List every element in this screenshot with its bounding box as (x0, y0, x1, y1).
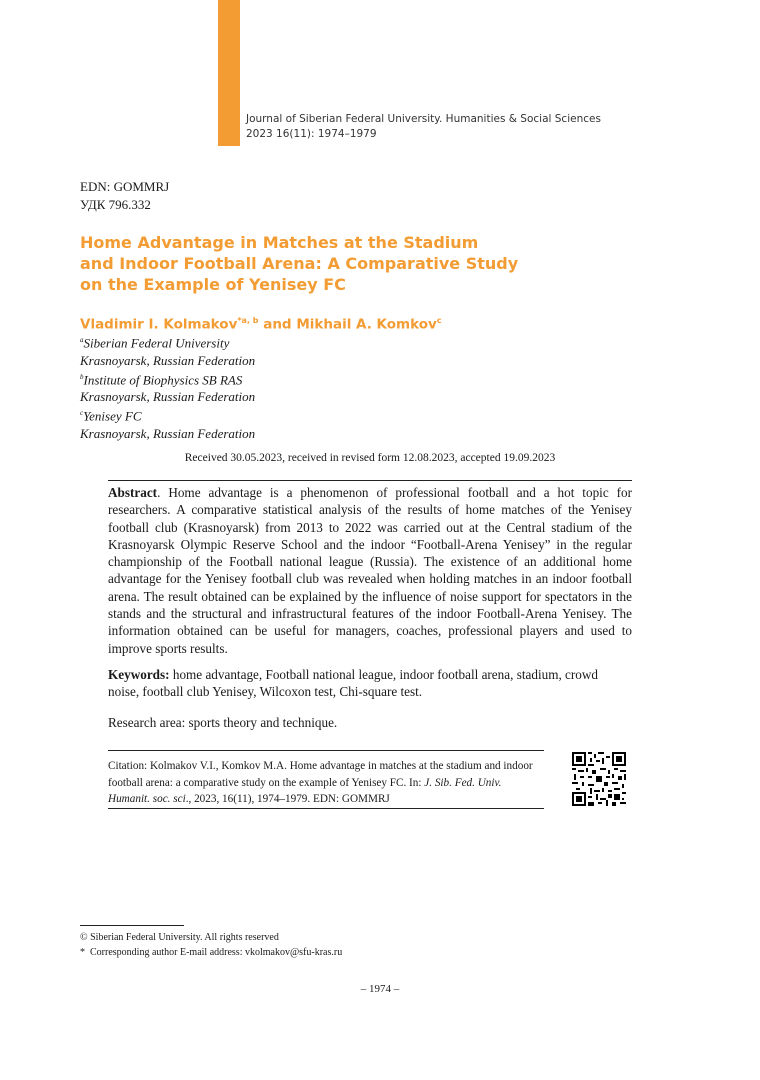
title-line: Home Advantage in Matches at the Stadium (80, 233, 479, 252)
udk-code: УДК 796.332 (80, 197, 151, 212)
divider (108, 750, 544, 751)
affiliation-name: $^b$Institute of Biophysics SB RAS (80, 372, 243, 388)
article-title (80, 232, 600, 295)
affiliation-name: $^a$Siberian Federal University (80, 335, 230, 351)
journal-name: Journal of Siberian Federal University. Humanities & Social Sciences (246, 113, 601, 125)
abstract (108, 484, 632, 657)
affiliations (80, 332, 255, 442)
page-number: – 1974 – (360, 983, 400, 995)
author-list (80, 316, 442, 333)
affiliation-name: $^c$Yenisey FC (80, 408, 142, 424)
author-affiliation-marker: c (436, 316, 442, 325)
copyright-note: © Siberian Federal University. All rights reserved (80, 932, 279, 943)
title-line: on the Example of Yenisey FC (80, 275, 346, 294)
divider (108, 808, 544, 809)
citation-journal: J. Sib. Fed. Univ. Humanit. soc. sci (108, 776, 502, 805)
abstract-label: Abstract (108, 485, 158, 500)
affiliation-city: Krasnoyarsk, Russian Federation (80, 352, 256, 368)
author-joiner: and (258, 316, 297, 333)
keywords-text: home advantage, Football national league, indoor football arena, stadium, crowd noise, football club Yenisey, Wilcoxon test, Chi-square test. (108, 667, 599, 700)
journal-header (246, 112, 601, 142)
qr-code-icon[interactable] (572, 752, 626, 806)
journal-accent-bar (218, 0, 240, 146)
affiliation-city: Krasnoyarsk, Russian Federation (80, 389, 256, 405)
divider (108, 480, 632, 481)
affiliation-marker: b (80, 372, 84, 381)
keywords-label: Keywords: (108, 667, 170, 682)
author-name: Mikhail A. Komkov (296, 316, 437, 333)
footnote-divider (80, 925, 184, 926)
keywords (108, 666, 632, 701)
footnotes (80, 930, 342, 960)
affiliation-city: Krasnoyarsk, Russian Federation (80, 426, 256, 441)
author-affiliation-marker: *a, b (237, 316, 259, 325)
citation: Citation: Kolmakov V.I., Komkov M.A. Home advantage in matches at the stadium and indoor football arena: a comparative study on the example of Yenisey FC. In: J. Sib. Fed. Univ. Humanit. soc. sci., 2023, 16(11), 1974–1979. EDN: GOMMRJ (108, 760, 533, 805)
author-name: Vladimir I. Kolmakov (80, 316, 238, 333)
journal-issue: 2023 16(11): 1974–1979 (246, 128, 377, 140)
corresponding-author-note: * Corresponding author E-mail address: vkolmakov@sfu-kras.ru (80, 947, 343, 958)
edn-code: EDN: GOMMRJ (80, 179, 170, 194)
received-dates: Received 30.05.2023, received in revised form 12.08.2023, accepted 19.09.2023 (184, 452, 556, 464)
affiliation-marker: a (80, 336, 84, 344)
identifiers (80, 178, 169, 214)
title-line: and Indoor Football Arena: A Comparative Study (80, 254, 519, 273)
abstract-text: . Home advantage is a phenomenon of professional football and a hot topic for researchers. A comparative statistical analysis of the results of home matches of the Yenisey football club (Krasnoyarsk) from 2013 to 2022 was carried out at the Central stadium of the Krasnoyarsk Olympic Reserve School and the indoor “Football-Arena Yenisey” in the regular championship of the Football national league (Russia). The existence of an additional home advantage for the Yenisey football club was revealed when holding matches in an indoor football arena. The result obtained can be explained by the influence of noise support for spectators in the stands and the structural and infrastructural features of the indoor Football-Arena Yenisey. The information obtained can be useful for managers, coaches, professional players and used to improve sports results. (108, 485, 632, 656)
research-area: Research area: sports theory and technique. (108, 715, 338, 730)
affiliation-marker: c (80, 409, 84, 418)
